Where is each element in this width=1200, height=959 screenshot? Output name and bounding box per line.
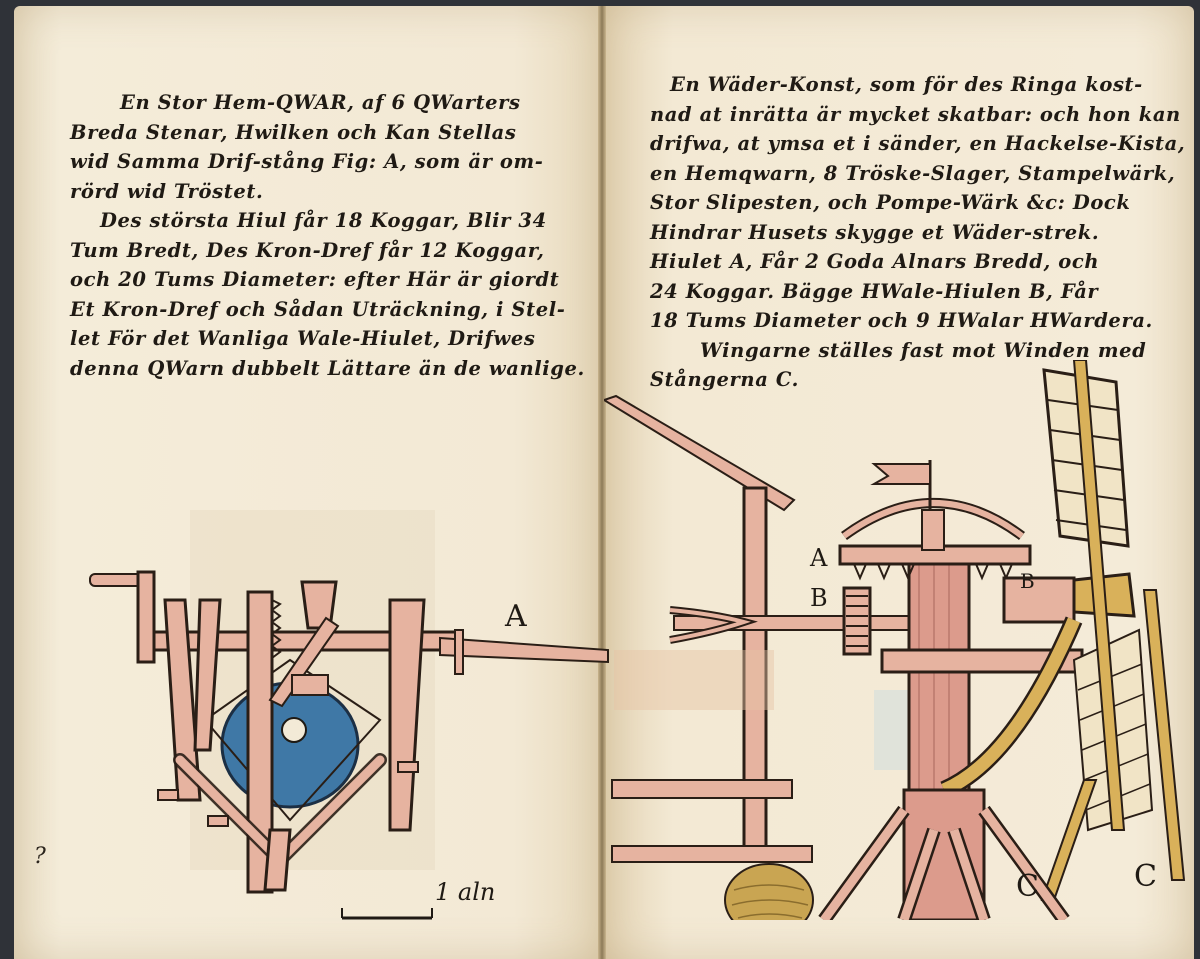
text-line: Tum Bredt, Des Kron-Dref får 12 Koggar, (70, 238, 545, 262)
text-line: och 20 Tums Diameter: efter Här är giordt (70, 268, 560, 291)
text-line: Stor Slipesten, och Pompe-Wärk &c: Dock (650, 191, 1131, 214)
text-line: Stångerna C. (650, 368, 799, 391)
text-line: En Wäder-Konst, som för des Ringa kost- (670, 73, 1143, 96)
label-b-right: B (1020, 569, 1035, 593)
text-line: Des största Hiul får 18 Koggar, Blir 34 (100, 209, 547, 232)
figure-label-a: A (505, 599, 527, 634)
left-paragraph-1 (70, 88, 570, 206)
text-line: En Stor Hem-QWAR, af 6 QWarters (120, 91, 521, 114)
label-b-left: B (810, 584, 828, 612)
left-paragraph-2 (70, 206, 585, 383)
label-c-right: C (1134, 859, 1157, 894)
text-line: Hindrar Husets skygge et Wäder-strek. (650, 220, 1100, 244)
text-line: 18 Tums Diameter och 9 HWalar HWardera. (650, 309, 1153, 332)
right-paragraph-1 (650, 70, 1186, 395)
page-margin-mark: ? (34, 844, 46, 869)
text-line: Et Kron-Dref och Sådan Uträckning, i Stel- (70, 297, 566, 321)
text-line: let För det Wanliga Wale-Hiulet, Drifwes (70, 327, 536, 350)
text-line: 24 Koggar. Bägge HWale-Hiulen B, Får (650, 279, 1099, 303)
text-line: Wingarne ställes fast mot Winden med (700, 338, 1147, 362)
scale-label: 1 aln (435, 878, 496, 906)
label-c-left: C (1016, 869, 1039, 904)
windmill-illustration (604, 360, 1194, 920)
text-line: drifwa, at ymsa et i sänder, en Hackelse-Kista, (650, 132, 1186, 155)
text-line: wid Samma Drif-stång Fig: A, som är om- (70, 150, 544, 173)
left-page-text (70, 88, 585, 383)
text-line: nad at inrätta är mycket skatbar: och hon kan (650, 102, 1181, 126)
millstone-shape (222, 683, 358, 807)
hand-mill-illustration (80, 500, 610, 920)
text-line: Hiulet A, Får 2 Goda Alnars Bredd, och (650, 250, 1100, 273)
label-a: A (810, 544, 828, 572)
right-page-text (650, 70, 1186, 395)
text-line: rörd wid Tröstet. (70, 179, 264, 203)
text-line: Breda Stenar, Hwilken och Kan Stellas (70, 120, 517, 144)
text-line: en Hemqwarn, 8 Tröske-Slager, Stampelwärk, (650, 161, 1176, 185)
text-line: denna QWarn dubbelt Lättare än de wanlige. (70, 356, 585, 380)
